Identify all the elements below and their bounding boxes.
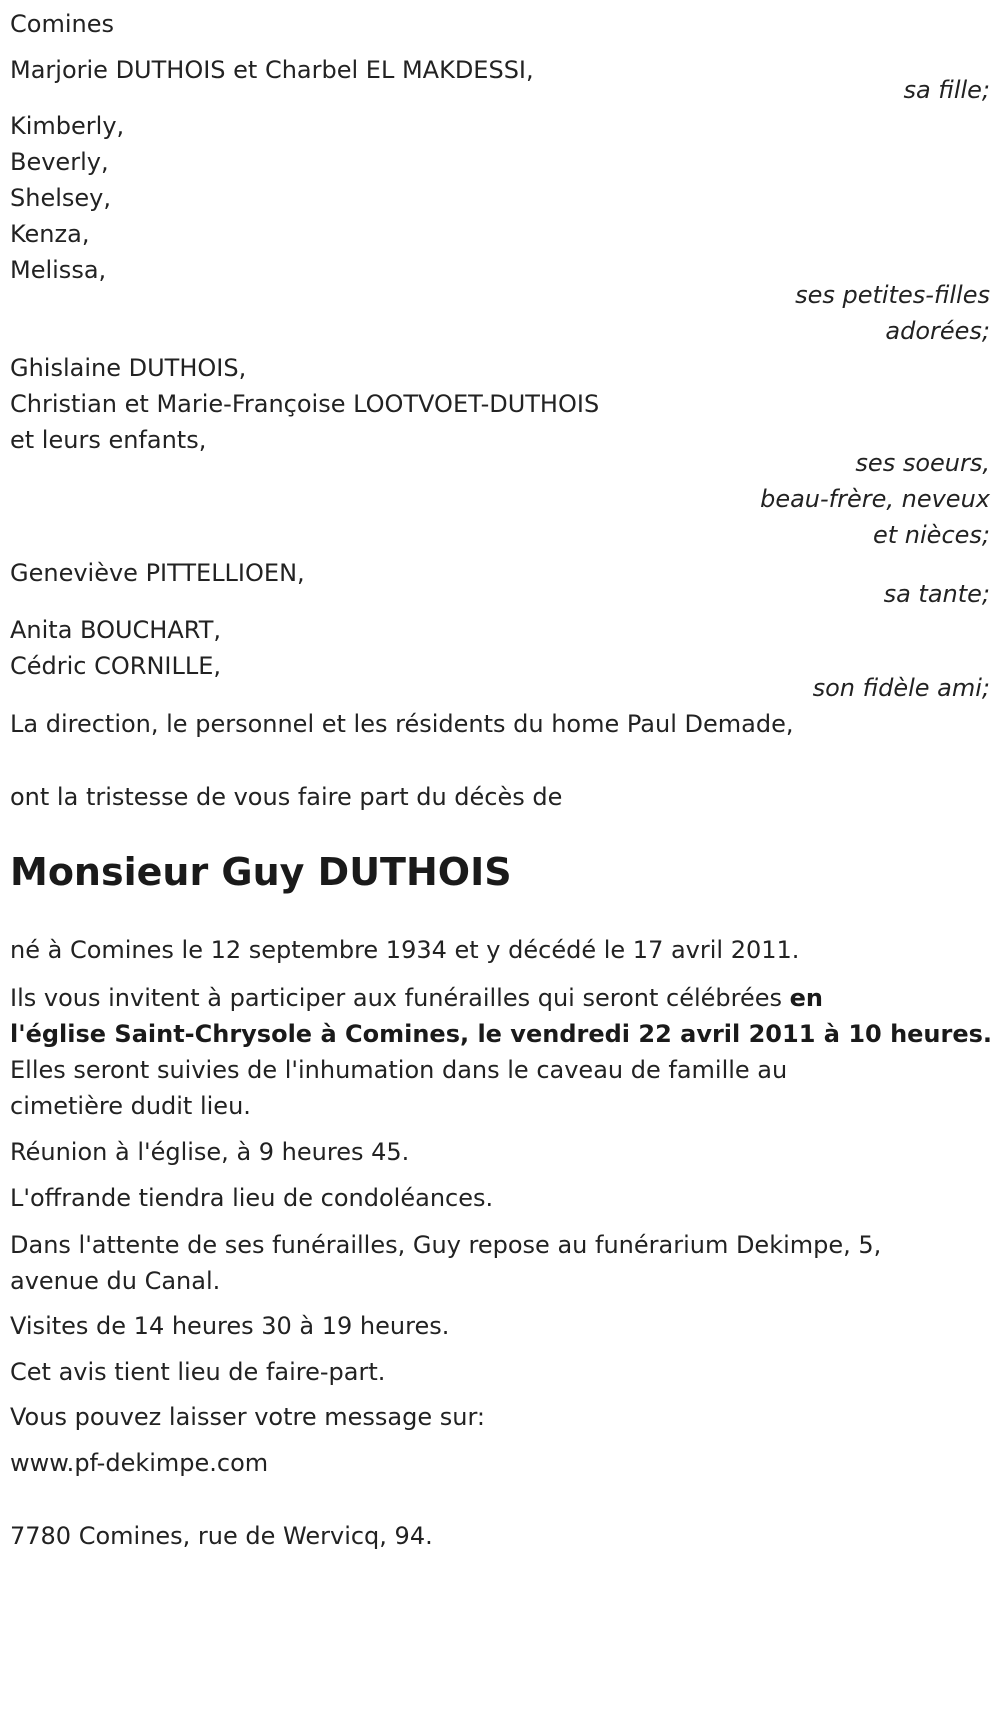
sister-name: et leurs enfants, [10,426,207,454]
notice-line: Cet avis tient lieu de faire-part. [10,1358,386,1386]
visits-block [10,1308,990,1344]
deceased-name: Monsieur Guy DUTHOIS [10,850,512,894]
daughter-relation-block [10,72,990,108]
offering-line: L'offrande tiendra lieu de condoléances. [10,1184,494,1212]
announcement-line: ont la tristesse de vous faire part du décès de [10,783,563,811]
deceased-block [10,848,990,896]
granddaughter-name: Shelsey, [10,184,111,212]
burial-line-2: cimetière dudit lieu. [10,1092,251,1120]
friend-name: Anita BOUCHART, [10,616,221,644]
deceased-dates: né à Comines le 12 septembre 1934 et y décédé le 17 avril 2011. [10,936,800,964]
funeral-invite-prefix: Ils vous invitent à participer aux funérailles qui seront célébrées [10,984,790,1012]
sisters-relation: ses soeurs, [855,449,990,477]
friend-relation: son fidèle ami; [812,674,990,702]
announcement-block [10,779,990,815]
sister-name: Christian et Marie-Françoise LOOTVOET-DUTHOIS [10,390,600,418]
sisters-block [10,350,990,458]
message-line: Vous pouvez laisser votre message sur: [10,1403,485,1431]
daughter-names: Marjorie DUTHOIS et Charbel EL MAKDESSI, [10,56,534,84]
sisters-relation-block [10,445,990,553]
meeting-line: Réunion à l'église, à 9 heures 45. [10,1138,410,1166]
burial-line-1: Elles seront suivies de l'inhumation dans le caveau de famille au [10,1056,788,1084]
aunt-relation: sa tante; [883,580,990,608]
granddaughters-relation-block [10,277,990,349]
aunt-name: Geneviève PITTELLIOEN, [10,559,305,587]
granddaughters-relation: ses petites-filles [795,281,990,309]
city-label: Comines [10,10,114,38]
visits-line: Visites de 14 heures 30 à 19 heures. [10,1312,450,1340]
sisters-relation: beau-frère, neveux [760,485,990,513]
address-block [10,1518,990,1554]
notice-block [10,1354,990,1390]
granddaughter-name: Kimberly, [10,112,125,140]
funeral-invite-line-2 [10,1016,993,1052]
granddaughters-block [10,108,990,288]
granddaughters-relation: adorées; [885,317,990,345]
granddaughter-name: Melissa, [10,256,107,284]
city-block [10,6,990,42]
funeral-invite-block [10,980,993,1124]
website-link[interactable]: www.pf-dekimpe.com [10,1449,269,1477]
repose-line-1: Dans l'attente de ses funérailles, Guy repose au funérarium Dekimpe, 5, [10,1231,882,1259]
friend-name: Cédric CORNILLE, [10,652,222,680]
aunt-relation-block [10,576,990,612]
daughter-relation: sa fille; [903,76,990,104]
funeral-invite-line-1 [10,980,990,1016]
repose-line-2: avenue du Canal. [10,1267,221,1295]
funeral-location-date: l'église Saint-Chrysole à Comines, le vendredi 22 avril 2011 à 10 heures. [10,1020,993,1048]
funeral-invite-bold-start: en [789,984,824,1012]
granddaughter-name: Kenza, [10,220,90,248]
address-line: 7780 Comines, rue de Wervicq, 94. [10,1522,433,1550]
meeting-block [10,1134,990,1170]
dates-block [10,932,990,968]
sister-name: Ghislaine DUTHOIS, [10,354,247,382]
sisters-relation: et nièces; [873,521,990,549]
friend-relation-block [10,670,990,706]
website-block [10,1445,990,1481]
granddaughter-name: Beverly, [10,148,109,176]
repose-block [10,1227,990,1299]
home-line: La direction, le personnel et les résidents du home Paul Demade, [10,710,794,738]
offering-block [10,1180,990,1216]
home-block [10,706,990,742]
message-block [10,1399,990,1435]
